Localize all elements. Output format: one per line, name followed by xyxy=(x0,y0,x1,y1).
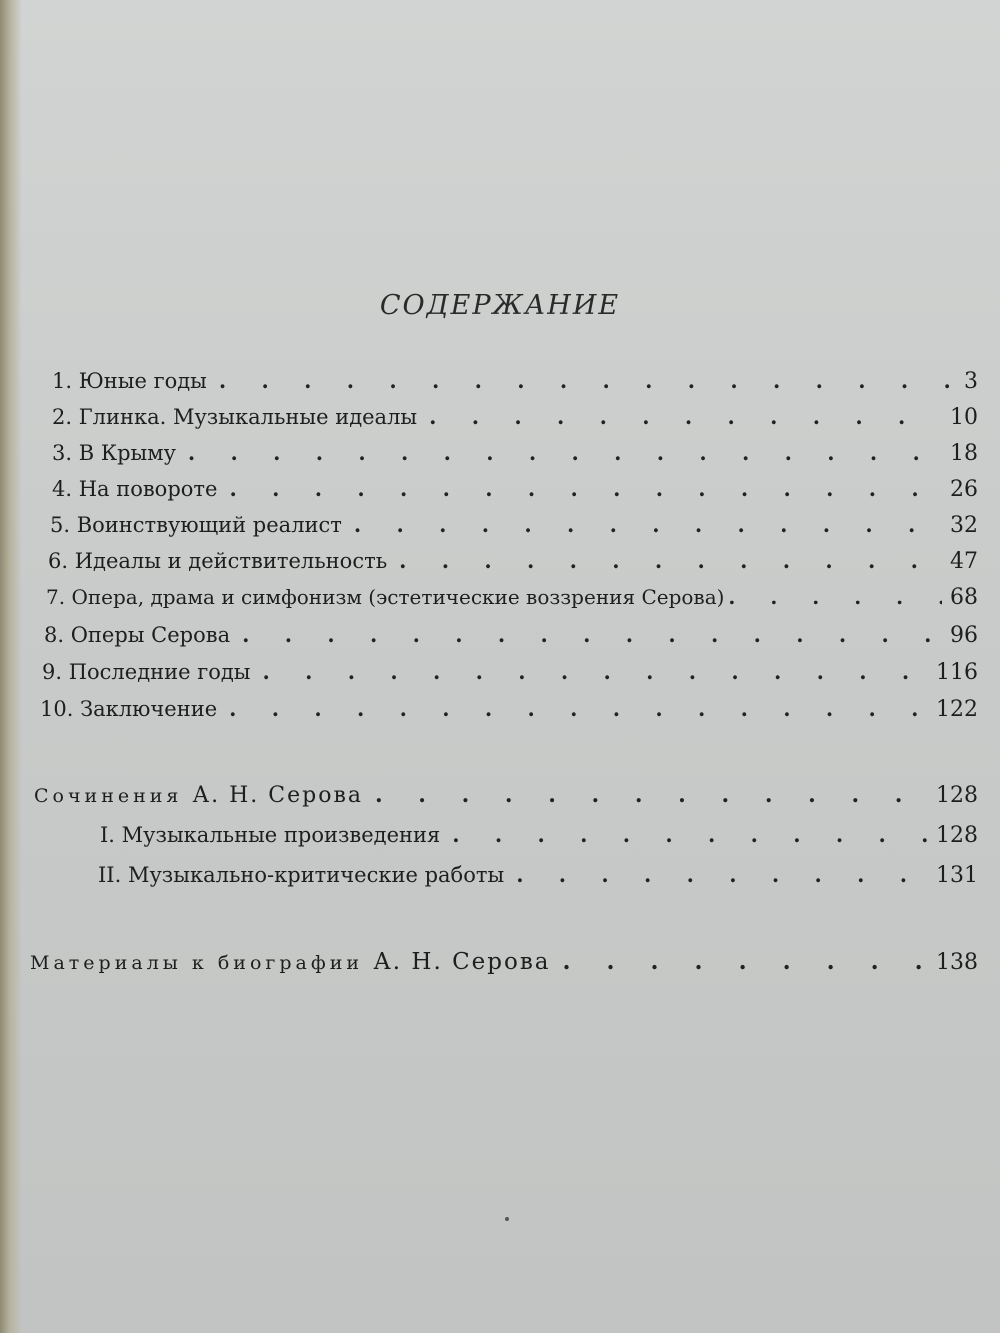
toc-entry-page: 3 xyxy=(964,369,978,394)
toc-entry-page: 131 xyxy=(936,863,978,888)
dot-leader xyxy=(251,659,928,684)
toc-entry-chapter-3 xyxy=(52,440,978,476)
toc-entry-page: 10 xyxy=(950,405,978,430)
toc-entry-chapter-9 xyxy=(42,659,978,695)
toc-entry-materials xyxy=(30,948,978,984)
dot-leader xyxy=(217,696,928,721)
works-label: Сочинения xyxy=(34,785,183,807)
toc-entry-label: 7. Опера, драма и симфонизм (эстетические воззрения Серова) xyxy=(46,585,725,609)
toc-entry-label: 10. Заключение xyxy=(40,697,218,721)
toc-entry-page: 26 xyxy=(950,477,978,502)
toc-entry-label: 6. Идеалы и действительность xyxy=(48,549,388,573)
works-author: А. Н. Серова xyxy=(192,783,363,808)
page-title: СОДЕРЖАНИЕ xyxy=(379,290,621,321)
toc-entry-label: 4. На повороте xyxy=(52,477,218,501)
toc-entry-chapter-2 xyxy=(52,404,978,440)
dot-leader xyxy=(504,862,928,887)
materials-label: Материалы к биографии xyxy=(30,952,364,974)
toc-entry-works-criticism xyxy=(98,862,978,898)
dot-leader xyxy=(342,512,942,537)
toc-entry-works xyxy=(34,782,978,818)
toc-entry-label: 3. В Крыму xyxy=(52,441,176,465)
dot-leader xyxy=(724,585,942,609)
toc-entry-label: 9. Последние годы xyxy=(42,660,251,684)
toc-entry-page: 32 xyxy=(950,513,978,538)
toc-entry-page: 128 xyxy=(936,783,978,808)
toc-entry-chapter-6 xyxy=(48,548,978,584)
toc-entry-page: 18 xyxy=(950,441,978,466)
toc-entry-page: 68 xyxy=(950,585,978,610)
toc-entry-page: 47 xyxy=(950,549,978,574)
toc-entry-label: II. Музыкально-критические работы xyxy=(98,863,505,887)
dot-leader xyxy=(440,822,928,847)
paper-speck xyxy=(505,1217,509,1221)
toc-entry-label: 2. Глинка. Музыкальные идеалы xyxy=(52,405,418,429)
toc-entry-page: 96 xyxy=(950,623,978,648)
dot-leader xyxy=(207,368,956,393)
dot-leader xyxy=(230,622,942,647)
toc-entry-label: I. Музыкальные произведения xyxy=(100,823,441,847)
toc-entry-chapter-8 xyxy=(44,622,978,658)
toc-entry-page: 116 xyxy=(936,660,978,685)
toc-entry-chapter-4 xyxy=(52,476,978,512)
toc-entry-chapter-10 xyxy=(40,696,978,732)
dot-leader xyxy=(551,948,928,975)
toc-entry-chapter-7 xyxy=(46,585,978,621)
dot-leader xyxy=(363,782,928,808)
toc-entry-chapter-5 xyxy=(50,512,978,548)
dot-leader xyxy=(217,476,942,501)
toc-entry-label: 5. Воинствующий реалист xyxy=(50,513,342,537)
dot-leader xyxy=(417,404,942,429)
toc-entry-works-music xyxy=(100,822,978,858)
toc-entry-chapter-1 xyxy=(52,368,978,404)
dot-leader xyxy=(176,440,942,465)
toc-entry-page: 122 xyxy=(936,697,978,722)
dot-leader xyxy=(387,548,942,573)
toc-entry-label: 8. Оперы Серова xyxy=(44,623,231,647)
materials-author: А. Н. Серова xyxy=(373,949,551,975)
toc-entry-page: 128 xyxy=(936,823,978,848)
toc-entry-label: 1. Юные годы xyxy=(52,369,207,393)
toc-entry-page: 138 xyxy=(936,950,978,975)
